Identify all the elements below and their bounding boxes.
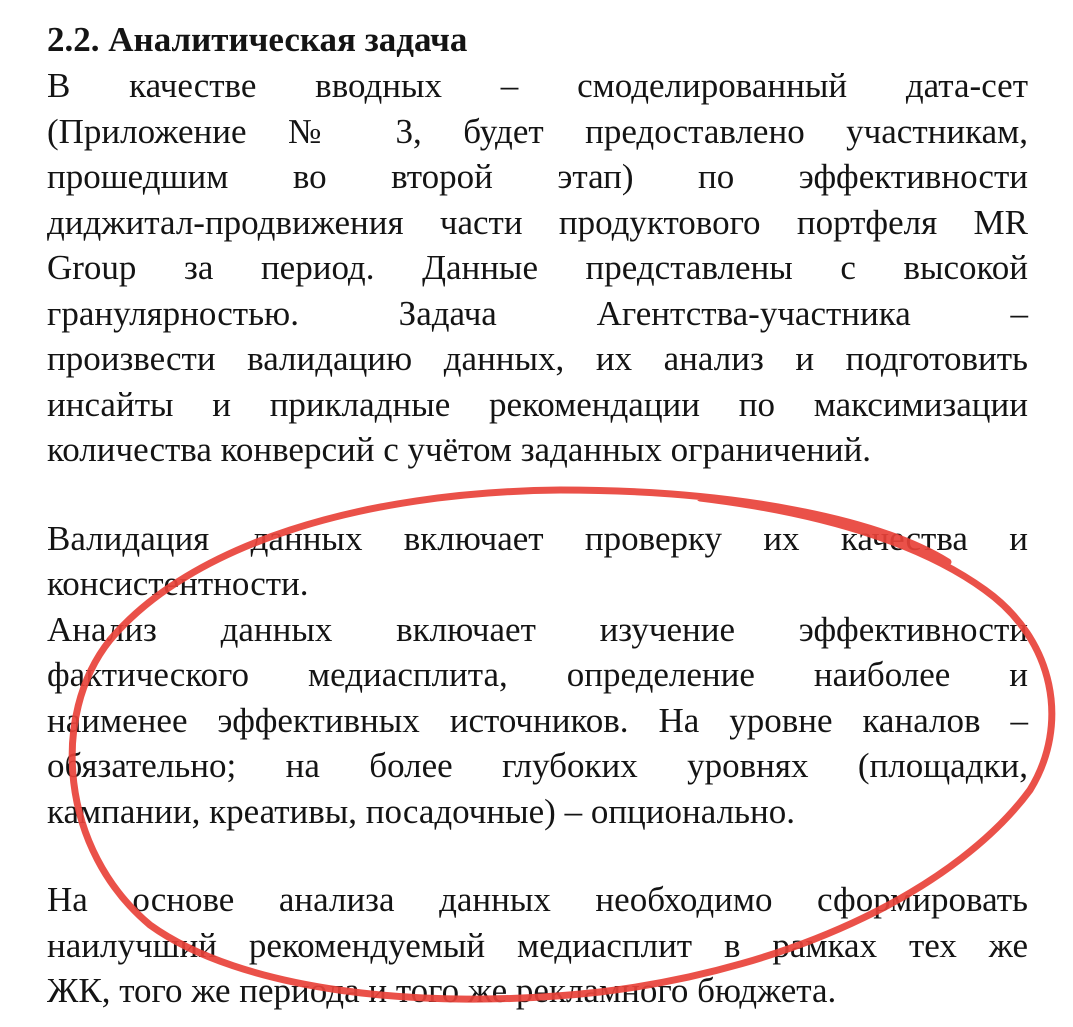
- text-line: Валидация данных включает проверку их качества и: [47, 518, 1028, 558]
- section-heading: 2.2. Аналитическая задача: [47, 20, 468, 59]
- paragraph-analysis: [47, 607, 1028, 835]
- paragraph-gap: [47, 473, 1028, 516]
- text-line: количества конверсий с учётом заданных ограничений.: [47, 430, 872, 469]
- text-line: обязательно; на более глубоких уровнях (площадки,: [47, 746, 1028, 785]
- text-line: ЖК, того же периода и того же рекламного бюджета.: [47, 971, 837, 1010]
- paragraph-gap: [47, 834, 1028, 877]
- document-page: [47, 20, 1028, 1014]
- text-line: Анализ данных включает изучение эффективности: [47, 609, 1028, 649]
- text-line: прошедшим во второй этап) по эффективности: [47, 157, 1028, 196]
- text-line: В качестве вводных – смоделированный дата-сет: [47, 66, 1028, 105]
- paragraph-validation: [47, 516, 1028, 607]
- text-line: произвести валидацию данных, их анализ и подготовить: [47, 339, 1028, 378]
- text-line: диджитал-продвижения части продуктового портфеля MR: [47, 202, 1028, 242]
- paragraph-task-description: [47, 63, 1028, 473]
- text-line: наименее эффективных источников. На уровне каналов –: [47, 700, 1028, 740]
- text-line: Group за период. Данные представлены с высокой: [47, 248, 1028, 287]
- text-line: наилучший рекомендуемый медиасплит в рамках тех же: [47, 925, 1028, 965]
- text-line: кампании, креативы, посадочные) – опционально.: [47, 791, 795, 831]
- paragraph-recommendation: [47, 877, 1028, 1014]
- text-line: инсайты и прикладные рекомендации по максимизации: [47, 384, 1028, 424]
- text-line: консистентности.: [47, 564, 309, 603]
- text-line: гранулярностью. Задача Агентства-участника –: [47, 293, 1028, 333]
- text-line: фактического медиасплита, определение наиболее и: [47, 655, 1028, 694]
- text-line: На основе анализа данных необходимо сформировать: [47, 880, 1028, 919]
- text-line: (Приложение № 3, будет предоставлено участникам,: [47, 111, 1028, 151]
